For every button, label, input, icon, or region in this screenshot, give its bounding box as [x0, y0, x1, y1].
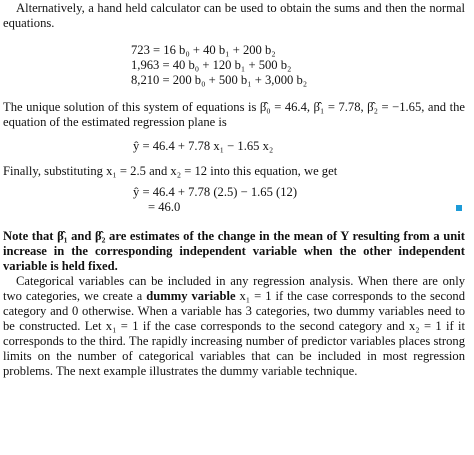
normal-equation: 723 = 16 b₀ + 40 b₁ + 200 b₂ [131, 43, 276, 57]
solution-paragraph: The unique solution of this system of equations is β̂₀ = 46.4, β̂₁ = 7.78, β̂₂ = −1.65, and the equation of the estimated regression plane is [3, 100, 465, 129]
normal-equation: 8,210 = 200 b₀ + 500 b₁ + 3,000 b₂ [131, 73, 308, 87]
dummy-variable-term: dummy variable [146, 289, 236, 303]
calculation-result: = 46.0 [148, 200, 181, 214]
intro-paragraph: Alternatively, a hand held calculator can be used to obtain the sums and then the normal equations. [3, 1, 465, 30]
regression-equation: ŷ = 46.4 + 7.78 x₁ − 1.65 x₂ [133, 139, 274, 153]
substitution-paragraph: Finally, substituting x₁ = 2.5 and x₂ = 12 into this equation, we get [3, 164, 338, 178]
calculation-block [3, 185, 465, 215]
categorical-paragraph [3, 274, 465, 379]
end-of-example-marker [456, 205, 462, 211]
categorical-text-rest: x₁ = 1 if the case corresponds to the second category and 0 otherwise. When a variable has 3 categories, two dummy variables need to be constructed. Let x₁ = 1 if the case corresponds to the second category and x₂ = 1 if it corresponds to the third. The rapidly increasing number of predictor variables places strong limits on the number of categorical variables that can be included in most regression problems. The next example illustrates the dummy variable technique. [3, 289, 465, 378]
normal-equations [3, 43, 465, 88]
categorical-text-start: Categorical variables can be included in any regression analysis. When there are only two categories, we create a [3, 274, 465, 303]
note-paragraph: Note that β̂₁ and β̂₂ are estimates of the change in the mean of Y resulting from a unit increase in the corresponding independent variable when the other independent variable is held fixed. [3, 229, 465, 273]
normal-equation: 1,963 = 40 b₀ + 120 b₁ + 500 b₂ [131, 58, 292, 72]
calculation-line: ŷ = 46.4 + 7.78 (2.5) − 1.65 (12) [133, 185, 298, 199]
